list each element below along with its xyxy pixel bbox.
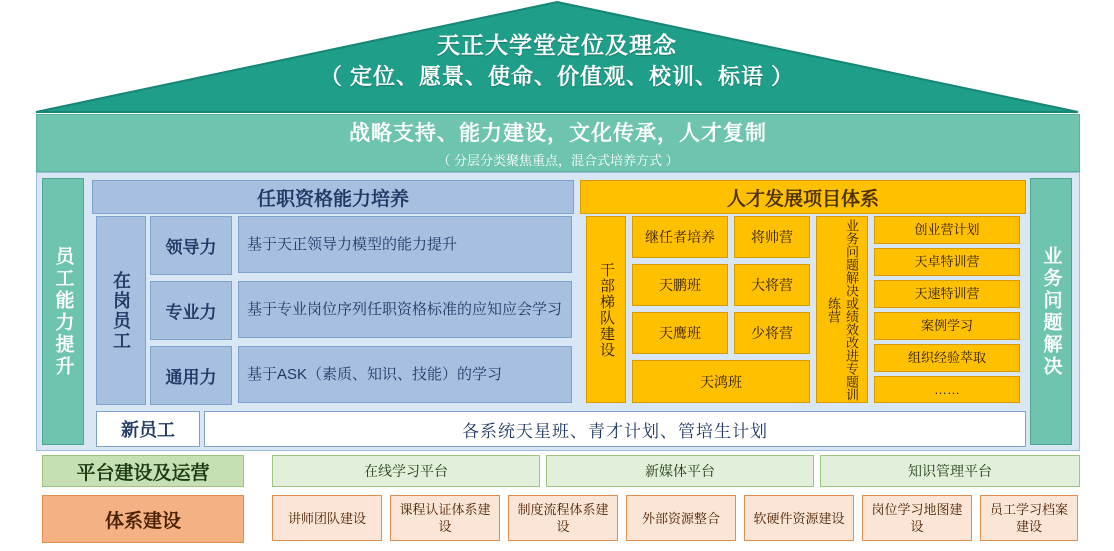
program-tianpeng: 天鹏班 <box>632 264 728 306</box>
platform-knowledge-management: 知识管理平台 <box>820 455 1080 487</box>
training-camp-label: 业务问题解决或绩效改进专题训练营 <box>816 216 868 403</box>
pillar-employee-capability: 员工能力提升 <box>42 178 84 445</box>
item-startup-camp: 创业营计划 <box>874 216 1020 244</box>
program-tianhong: 天鸿班 <box>632 360 810 403</box>
pillar-business-problem: 业务问题解决 <box>1030 178 1072 445</box>
capability-leadership: 领导力 <box>150 216 232 275</box>
program-major-general: 大将营 <box>734 264 810 306</box>
strategy-band-line1: 战略支持、能力建设，文化传承，人才复制 <box>349 122 767 145</box>
item-experience-extraction: 组织经验萃取 <box>874 344 1020 372</box>
system-hardware-software: 软硬件资源建设 <box>744 495 854 541</box>
roof-title-line1: 天正大学堂定位及理念 <box>437 32 677 58</box>
system-external-resources: 外部资源整合 <box>626 495 736 541</box>
cadre-echelon-label: 干部梯队建设 <box>586 216 626 403</box>
system-process-system: 制度流程体系建设 <box>508 495 618 541</box>
system-trainer-team: 讲师团队建设 <box>272 495 382 541</box>
platform-online-learning: 在线学习平台 <box>272 455 540 487</box>
section-title-talent-development: 人才发展项目体系 <box>580 180 1026 214</box>
roof-title-line2: （ 定位、愿景、使命、价值观、校训、标语 ） <box>319 64 795 89</box>
system-course-certification: 课程认证体系建设 <box>390 495 500 541</box>
strategy-band-line2: （ 分层分类聚焦重点，混合式培养方式 ） <box>437 153 679 168</box>
program-tianying: 天鹰班 <box>632 312 728 354</box>
item-tiansu-camp: 天速特训营 <box>874 280 1020 308</box>
capability-professional: 专业力 <box>150 281 232 340</box>
new-employee-programs: 各系统天星班、青才计划、管培生计划 <box>204 411 1026 447</box>
capability-general-desc: 基于ASK（素质、知识、技能）的学习 <box>238 346 572 403</box>
platform-row-label: 平台建设及运营 <box>42 455 244 487</box>
item-tianzhuo-camp: 天卓特训营 <box>874 248 1020 276</box>
system-learning-map: 岗位学习地图建设 <box>862 495 972 541</box>
capability-leadership-desc: 基于天正领导力模型的能力提升 <box>238 216 572 273</box>
onjob-employee-label: 在岗员工 <box>96 216 146 405</box>
program-junior-general: 少将营 <box>734 312 810 354</box>
program-successor: 继任者培养 <box>632 216 728 258</box>
new-employee-label: 新员工 <box>96 411 200 447</box>
program-general-camp: 将帅营 <box>734 216 810 258</box>
system-learning-archive: 员工学习档案建设 <box>980 495 1078 541</box>
roof-section <box>0 0 1114 112</box>
item-ellipsis: …… <box>874 376 1020 403</box>
capability-general: 通用力 <box>150 346 232 405</box>
roof-title-block <box>0 30 1114 92</box>
capability-professional-desc: 基于专业岗位序列任职资格标准的应知应会学习 <box>238 281 572 338</box>
strategy-band <box>36 114 1080 172</box>
item-case-study: 案例学习 <box>874 312 1020 340</box>
system-row-label: 体系建设 <box>42 495 244 543</box>
section-title-qualification: 任职资格能力培养 <box>92 180 574 214</box>
platform-new-media: 新媒体平台 <box>546 455 814 487</box>
